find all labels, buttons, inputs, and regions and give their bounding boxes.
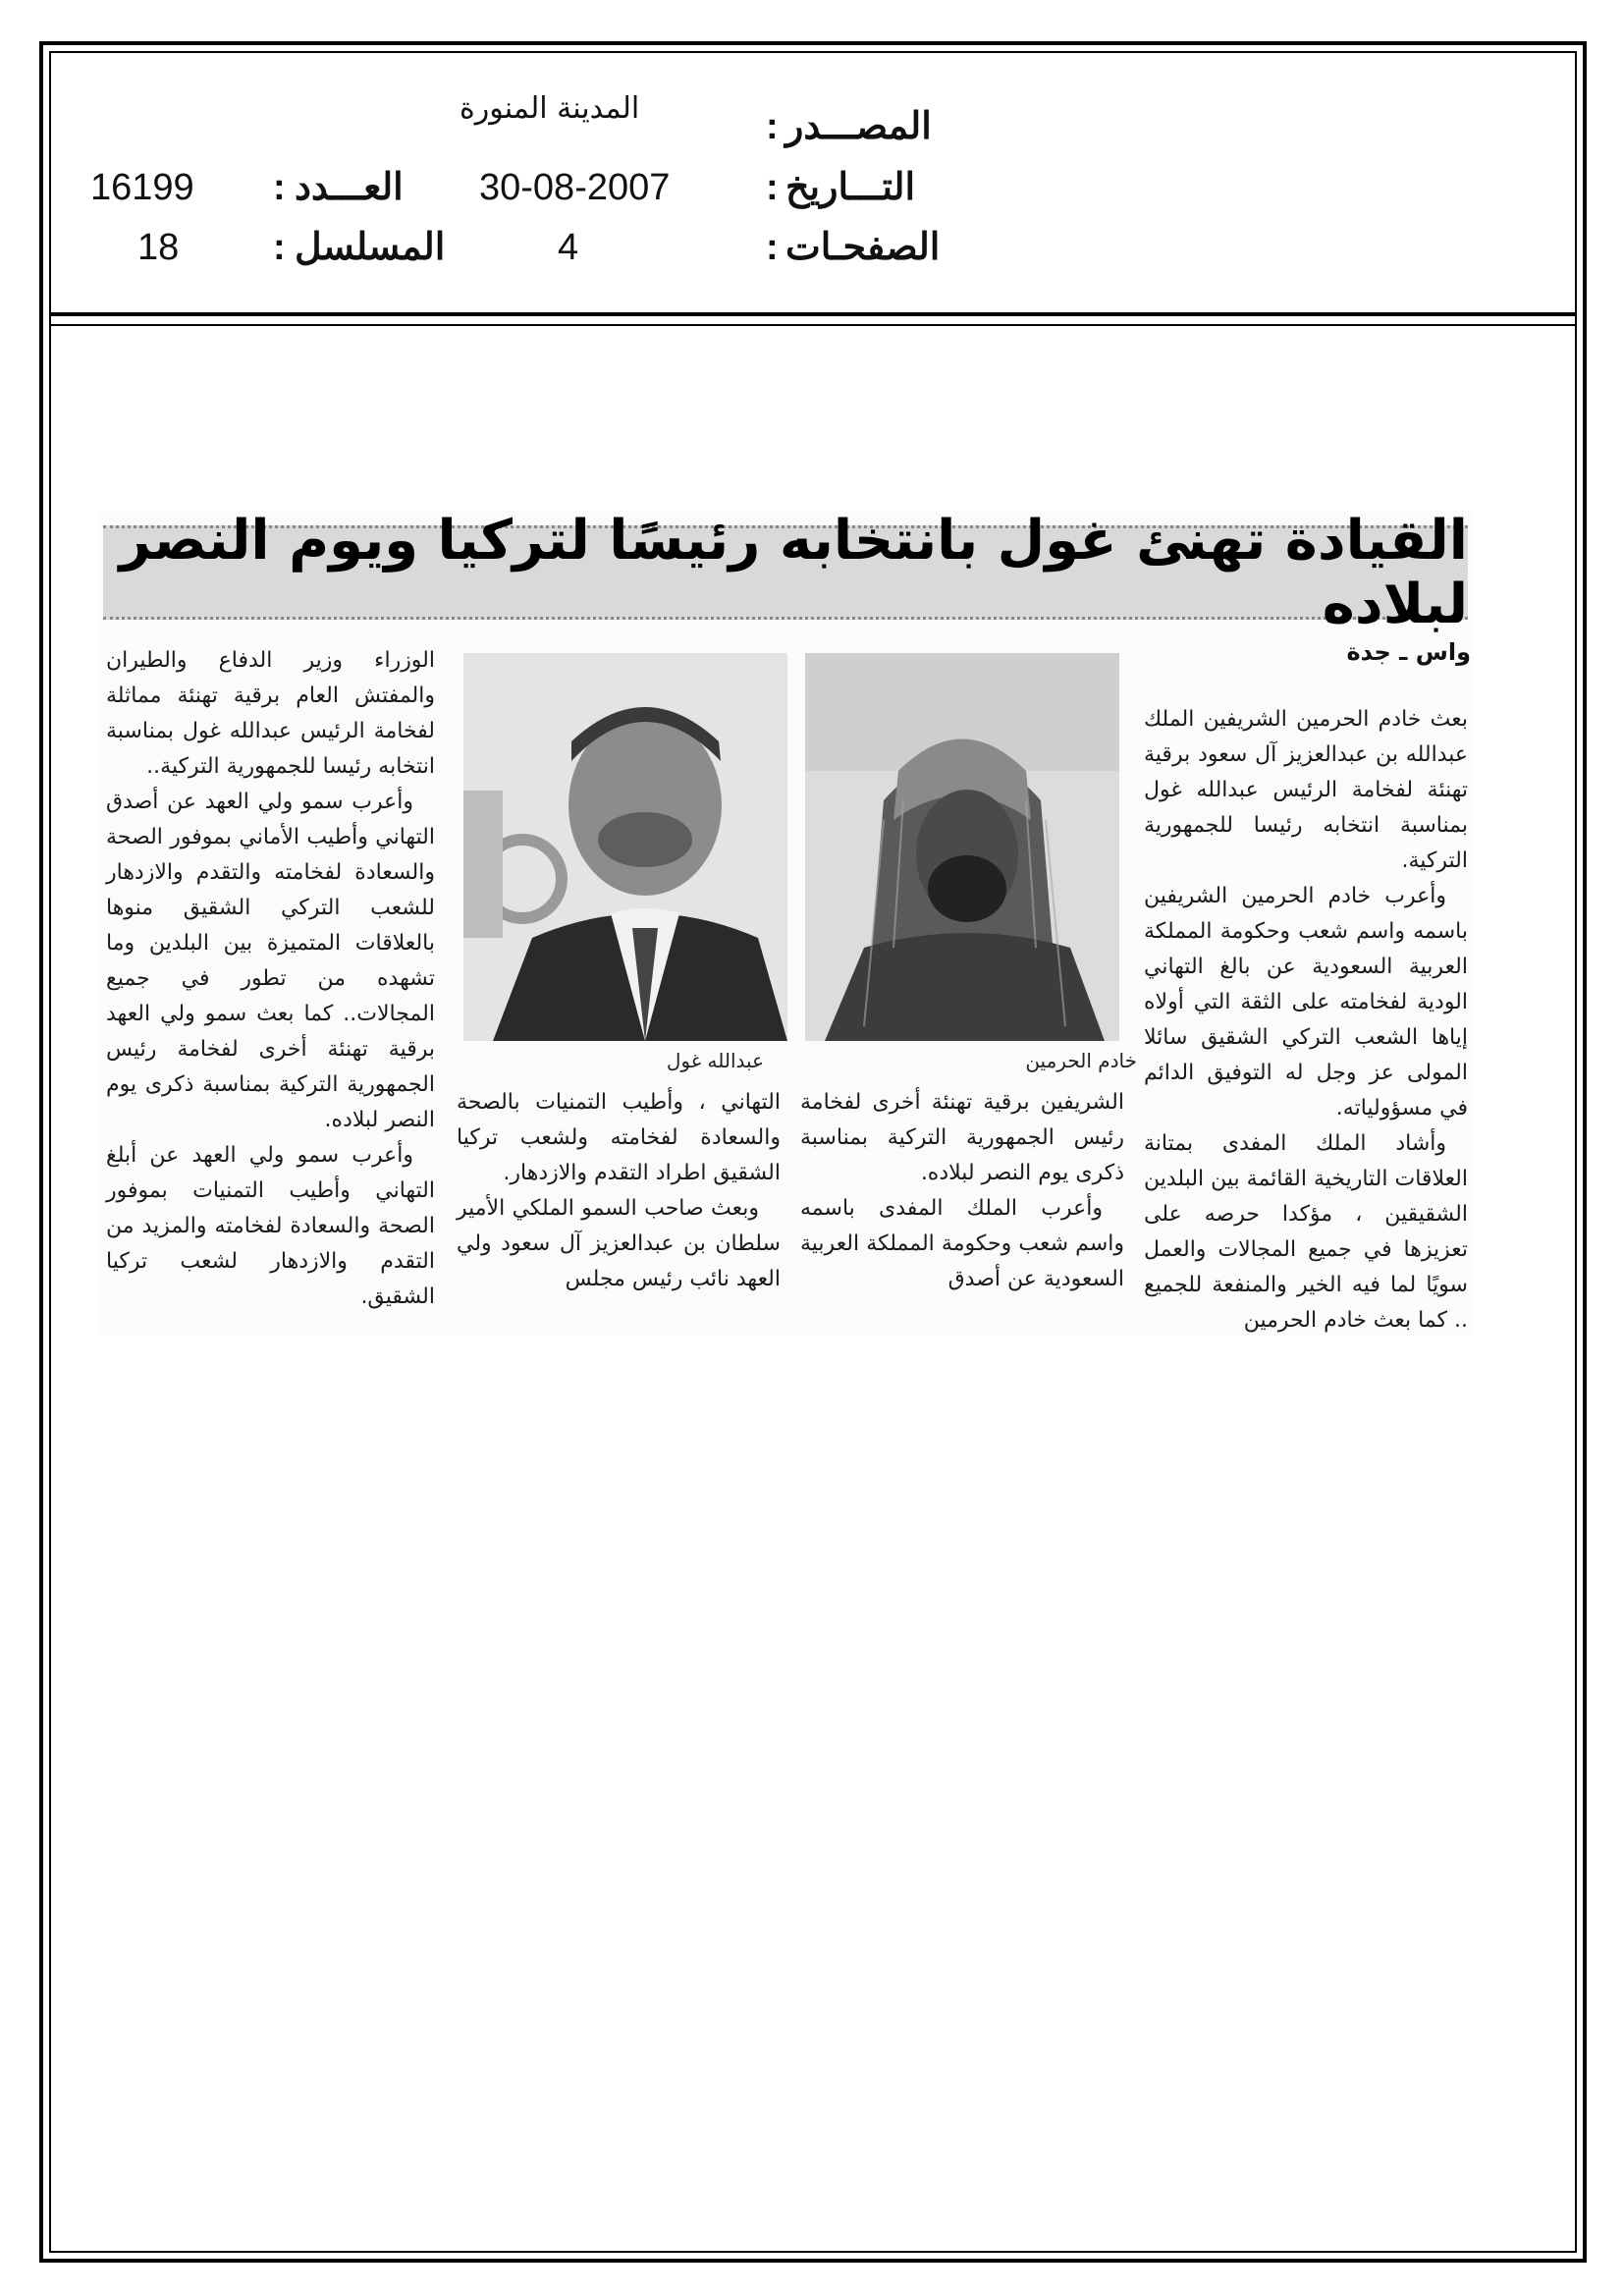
headline-banner bbox=[103, 509, 1468, 636]
paragraph: وأعرب خادم الحرمين الشريفين باسمه واسم شعب وحكومة المملكة العربية السعودية عن بالغ التهاني الودية لفخامته على الثقة التي أولاه إياها الشعب التركي الشقيق سائلا المولى عز وجل له التوفيق الدائم في مسؤولياته. bbox=[1144, 884, 1468, 1121]
paragraph: بعث خادم الحرمين الشريفين الملك عبدالله بن عبدالعزيز آل سعود برقية تهنئة لفخامة الرئيس عبدالله غول بمناسبة انتخابه رئيسا للجمهورية التركية. bbox=[1144, 707, 1468, 873]
caption-king: خادم الحرمين bbox=[1025, 1049, 1137, 1072]
issue-colon: : bbox=[273, 167, 286, 208]
serial-colon: : bbox=[273, 227, 286, 268]
issue-value: 16199 bbox=[90, 167, 194, 208]
pages-value: 4 bbox=[558, 227, 579, 268]
date-label: التـــاريخ bbox=[785, 167, 916, 208]
paragraph: الشريفين برقية تهنئة أخرى لفخامة رئيس الجمهورية التركية بمناسبة ذكرى يوم النصر لبلاده. bbox=[800, 1090, 1124, 1185]
source-value: المدينة المنورة bbox=[460, 91, 640, 126]
paragraph: وأشاد الملك المفدى بمتانة العلاقات التاريخية القائمة بين البلدين الشقيقين ، مؤكدا حرصه على تعزيزها في جميع المجالات والعمل سويًا لما فيه الخير والمنفعة للجميع .. كما بعث خادم الحرمين bbox=[1144, 1131, 1468, 1333]
date-colon: : bbox=[766, 167, 779, 208]
paragraph: الوزراء وزير الدفاع والطيران والمفتش العام برقية تهنئة مماثلة لفخامة الرئيس عبدالله غول بمناسبة انتخابه رئيسا للجمهورية التركية.. bbox=[106, 648, 435, 779]
article-column-2 bbox=[800, 1085, 1124, 1297]
source-colon: : bbox=[766, 106, 779, 147]
paragraph: وأعرب سمو ولي العهد عن أصدق التهاني وأطيب الأماني بموفور الصحة والسعادة لفخامته والتقدم والازدهار للشعب التركي الشقيق منوها بالعلاقات المتميزة بين البلدين وما تشهده من تطور في جميع المجالات.. كما بعث سمو ولي العهد برقية تهنئة أخرى لفخامة رئيس الجمهورية التركية بمناسبة ذكرى يوم النصر لبلاده. bbox=[106, 790, 435, 1132]
paragraph: وأعرب الملك المفدى باسمه واسم شعب وحكومة المملكة العربية السعودية عن أصدق bbox=[800, 1196, 1124, 1291]
issue-label: العـــدد bbox=[295, 167, 404, 208]
paragraph: التهاني ، وأطيب التمنيات بالصحة والسعادة لفخامته ولشعب تركيا الشقيق اطراد التقدم والازدهار. bbox=[457, 1090, 781, 1185]
serial-value: 18 bbox=[137, 227, 180, 268]
gul-portrait bbox=[463, 653, 787, 1041]
header-separator-inner bbox=[49, 324, 1577, 326]
article-column-4 bbox=[106, 643, 435, 1315]
source-label: المصـــدر bbox=[785, 106, 932, 147]
caption-gul: عبدالله غول bbox=[666, 1049, 764, 1072]
article-column-1 bbox=[1144, 702, 1468, 1339]
header-separator bbox=[49, 312, 1577, 316]
pages-label: الصفحـات bbox=[785, 227, 941, 268]
serial-label: المسلسل bbox=[295, 227, 446, 268]
paragraph: وأعرب سمو ولي العهد عن أبلغ التهاني وأطيب التمنيات بموفور الصحة والسعادة لفخامته والمزيد من التقدم والازدهار لشعب تركيا الشقيق. bbox=[106, 1143, 435, 1309]
date-value: 30-08-2007 bbox=[479, 167, 671, 208]
headline: القيادة تهنئ غول بانتخابه رئيسًا لتركيا ويوم النصر لبلاده bbox=[119, 509, 1468, 636]
paragraph: وبعث صاحب السمو الملكي الأمير سلطان بن عبدالعزيز آل سعود ولي العهد نائب رئيس مجلس bbox=[457, 1196, 781, 1291]
byline: واس ـ جدة bbox=[1346, 638, 1471, 666]
king-portrait bbox=[805, 653, 1119, 1041]
photo-gul bbox=[463, 653, 787, 1041]
pages-colon: : bbox=[766, 227, 779, 268]
photo-king bbox=[805, 653, 1119, 1041]
article-column-3 bbox=[457, 1085, 781, 1297]
